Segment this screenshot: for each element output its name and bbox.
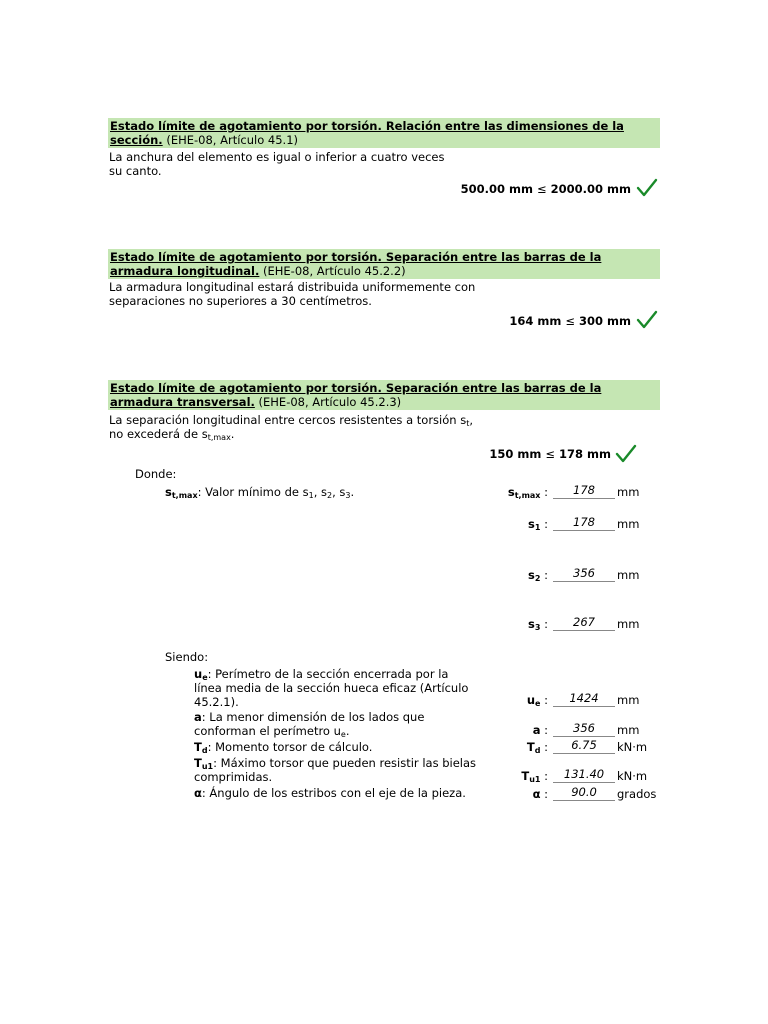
check-right-value: 178 mm [559, 447, 611, 461]
section-1-line2: su canto. [109, 164, 162, 178]
checkmark-icon [615, 444, 637, 464]
checkmark-icon [636, 310, 658, 330]
alpha-value: 90.0 [553, 785, 615, 801]
donde-label: Donde: [135, 467, 177, 481]
td-description: $T_d$: Momento torsor de cálculo. [194, 740, 373, 755]
section-2-title: Estado límite de agotamiento por torsión. Separación entre las barras de la armadura longitudinal. [110, 250, 602, 278]
s1-unit: mm [617, 517, 640, 531]
s1-label: $s_1$ : [528, 517, 548, 532]
ue-label: $u_e$ : [526, 693, 548, 708]
stmax-desc-text: : Valor mínimo de s [197, 485, 309, 499]
alpha-label: α : [532, 787, 548, 801]
stmax-label: $s_{t,max}$ : [507, 485, 548, 500]
section-1-title: Estado límite de agotamiento por torsión. Relación entre las dimensiones de la sección. [110, 119, 624, 147]
check-operator: ≤ [545, 447, 555, 461]
section-1-ref: (EHE-08, Artículo 45.1) [166, 133, 298, 147]
line1-text: La separación longitudinal entre cercos resistentes a torsión s [109, 413, 467, 427]
a-unit: mm [617, 723, 640, 737]
ue-unit: mm [617, 693, 640, 707]
tu1-label: $T_{u1}$ : [521, 769, 548, 784]
section-3-ref: (EHE-08, Artículo 45.2.3) [258, 395, 402, 409]
td-unit: kN·m [617, 740, 648, 754]
stmax-value: 178 [553, 483, 615, 499]
siendo-label: Siendo: [165, 650, 209, 664]
section-2-line1: La armadura longitudinal estará distribuida uniformemente con [109, 280, 476, 294]
s2-label: $s_2$ : [528, 568, 548, 583]
section-3-line1 [109, 413, 473, 427]
line2-text: no excederá de s [109, 427, 208, 441]
line2-end: . [230, 427, 235, 441]
alpha-description: α: Ángulo de los estribos con el eje de la pieza. [194, 786, 466, 800]
s2-unit: mm [617, 568, 640, 582]
ue-description: $u_e$: Perímetro de la sección encerrada por la línea media de la sección hueca eficaz (Artículo 45.2.1). [194, 667, 469, 709]
check-left-value: 164 mm [509, 314, 562, 328]
section-1-text [109, 150, 444, 178]
tu1-description: $T_{u1}$: Máximo torsor que pueden resistir las bielas comprimidas. [194, 756, 477, 784]
checkmark-icon [636, 178, 658, 198]
check-right-value: 300 mm [579, 314, 631, 328]
section-2-ref: (EHE-08, Artículo 45.2.2) [263, 264, 406, 278]
tu1-unit: kN·m [617, 769, 648, 783]
td-label: $T_d$ : [526, 740, 548, 755]
section-2-line2: separaciones no superiores a 30 centímetros. [109, 294, 372, 308]
section-1-line1: La anchura del elemento es igual o inferior a cuatro veces [109, 150, 445, 164]
a-value: 356 [553, 721, 615, 737]
section-3-text [109, 413, 473, 441]
section-3-title: Estado límite de agotamiento por torsión. Separación entre las barras de la armadura transversal. [110, 381, 602, 409]
line1-sub: t [466, 419, 470, 428]
stmax-sub: t,max [171, 491, 198, 500]
stmax-unit: mm [617, 485, 640, 499]
line1-end: , [469, 413, 474, 427]
section-3-header [108, 380, 660, 410]
check-left-value: 150 mm [489, 447, 542, 461]
td-value: 6.75 [553, 738, 615, 754]
check-operator: ≤ [565, 314, 575, 328]
a-label: a : [532, 723, 548, 737]
s3-unit: mm [617, 617, 640, 631]
s3-label: $s_3$ : [528, 617, 548, 632]
s1-value: 178 [553, 515, 615, 531]
section-3-check-result [489, 447, 611, 461]
a-description: a: La menor dimensión de los lados que conforman el perímetro $u_e$. [194, 710, 425, 739]
section-2-header [108, 249, 660, 279]
stmax-symbol: s [165, 485, 172, 499]
s2-value: 356 [553, 566, 615, 582]
check-left-value: 500.00 mm [460, 182, 533, 196]
line2-sub: t,max [207, 433, 231, 442]
section-2-text [109, 280, 475, 308]
section-3-line2 [109, 427, 473, 441]
tu1-value: 131.40 [553, 767, 615, 783]
check-right-value: 2000.00 mm [550, 182, 631, 196]
ue-value: 1424 [553, 691, 615, 707]
section-2-check-result [509, 314, 631, 328]
alpha-unit: grados [617, 787, 657, 801]
section-1-check-result [461, 182, 631, 196]
check-operator: ≤ [536, 182, 547, 196]
s3-value: 267 [553, 615, 615, 631]
section-1-header [108, 118, 660, 148]
stmax-description: $s_{t,max}$: Valor mínimo de $s_1$, $s_2$, $s_3$. [165, 485, 355, 500]
